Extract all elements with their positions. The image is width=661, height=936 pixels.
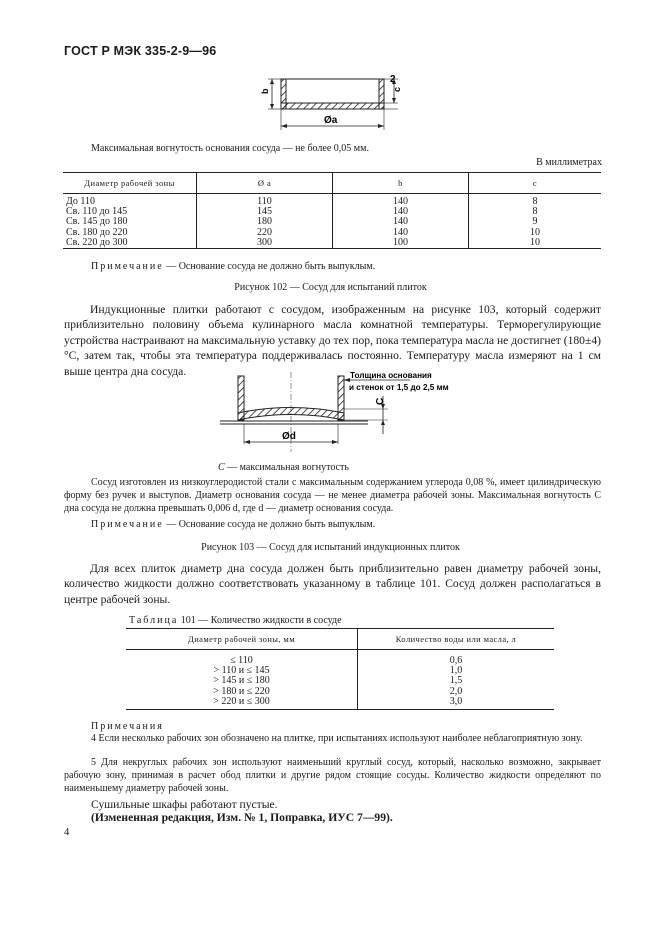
page-number: 4 — [64, 827, 70, 838]
table101-th-volume: Количество воды или масла, л — [358, 629, 555, 650]
figure-102-drawing — [250, 70, 420, 138]
note-5: 5 Для некруглых рабочих зон используют наименьший круглый сосуд, который, насколько возможно, закрывает рабочую зону, принимая в расчет обод плитки и другие рядом стоящие сосуды. Количество жидкости определяют по наименьшему диаметру рабочей зоны. — [64, 757, 601, 794]
paragraph-ovens: Сушильные шкафы работают пустые. — [91, 798, 278, 811]
table-row: ≤ 110 0,6 — [126, 650, 554, 667]
fig103-wall-label-2: и стенок от 1,5 до 2,5 мм — [349, 383, 449, 392]
table-row: Св. 110 до 145 145 140 8 — [63, 207, 601, 217]
amendment-note: (Измененная редакция, Изм. № 1, Поправка, ИУС 7—99). — [91, 811, 393, 824]
fig103-caption: Рисунок 103 — Сосуд для испытаний индукционных плиток — [201, 542, 460, 553]
fig103-description: Сосуд изготовлен из низкоуглеродистой стали с максимальным содержанием углерода 0,08 %, имеет цилиндрическую форму без ручек и выступов. Диаметр основания сосуда — не менее диаметра рабочей зоны. Максимальная вогнутость C дна сосуда не должна превышать 0,006 d, где d — диаметр основания сосуда. — [64, 477, 601, 514]
table-101 — [126, 628, 554, 710]
fig102-units: В миллиметрах — [536, 157, 602, 168]
table-row: Св. 145 до 180 180 140 9 — [63, 217, 601, 227]
fig102-th-c: c — [469, 173, 602, 194]
fig103-wall-label-1: Толщина основания — [350, 371, 432, 380]
fig103-legend: C — максимальная вогнутость — [218, 462, 349, 473]
note-4: 4 Если несколько рабочих зон обозначено на плитке, при испытаниях используют наиболее неблагоприятную зону. — [91, 733, 583, 744]
fig102-label-diameter: Øa — [324, 115, 338, 126]
fig102-label-b: b — [260, 88, 270, 94]
fig102-max-concavity: Максимальная вогнутость основания сосуда — не более 0,05 мм. — [91, 143, 369, 154]
table101-caption: Таблица 101 — Количество жидкости в сосуде — [129, 615, 342, 626]
fig102-caption: Рисунок 102 — Сосуд для испытаний плиток — [234, 282, 427, 293]
fig103-c-label: C — [375, 397, 386, 405]
table-row: До 110 110 140 8 — [63, 194, 601, 208]
fig102-th-zone: Диаметр рабочей зоны — [63, 173, 197, 194]
table-row: > 145 и ≤ 180 1,5 — [126, 676, 554, 686]
fig102-label-c: c — [392, 86, 402, 92]
fig103-d-label: Ød — [282, 431, 296, 442]
table-row: > 220 и ≤ 300 3,0 — [126, 697, 554, 710]
table-row: > 110 и ≤ 145 1,0 — [126, 666, 554, 676]
figure-103-drawing — [210, 364, 610, 456]
fig102-label-wall: 2 — [390, 74, 396, 85]
vessel-bottom — [281, 103, 384, 109]
fig102-th-a: Ø a — [197, 173, 333, 194]
document-header: ГОСТ Р МЭК 335-2-9—96 — [64, 44, 217, 58]
table-row: Св. 220 до 300 300 100 10 — [63, 238, 601, 249]
notes-label: Примечания — [91, 721, 164, 732]
fig102-th-b: b — [333, 173, 469, 194]
fig102-note: Примечание — Основание сосуда не должно быть выпуклым. — [91, 261, 376, 272]
table-row: > 180 и ≤ 220 2,0 — [126, 687, 554, 697]
paragraph-vessel-size: Для всех плиток диаметр дна сосуда должен быть приблизительно равен диаметру рабочей зоны, количество жидкости должно соответствовать указанному в таблице 101. Сосуд должен располагаться в центре рабочей зоны. — [64, 562, 601, 606]
table-row: Св. 180 до 220 220 140 10 — [63, 228, 601, 238]
fig102-table — [63, 172, 601, 249]
table101-th-zone: Диаметр рабочей зоны, мм — [126, 629, 358, 650]
paragraph-induction: Индукционные плитки работают с сосудом, изображенным на рисунке 103, который содержит приблизительно половину объема кулинарного масла комнатной температуры. Терморегулирующие устройства настраивают на максимальную уставку до тех пор, пока температура масла не достигнет (180±4) °С, затем так, чтобы эта температура поддерживалась постоянно. Температуру масла измеряют на 1 см выше центра дна сосуда. — [64, 303, 601, 378]
fig103-note: Примечание — Основание сосуда не должно быть выпуклым. — [91, 519, 376, 530]
